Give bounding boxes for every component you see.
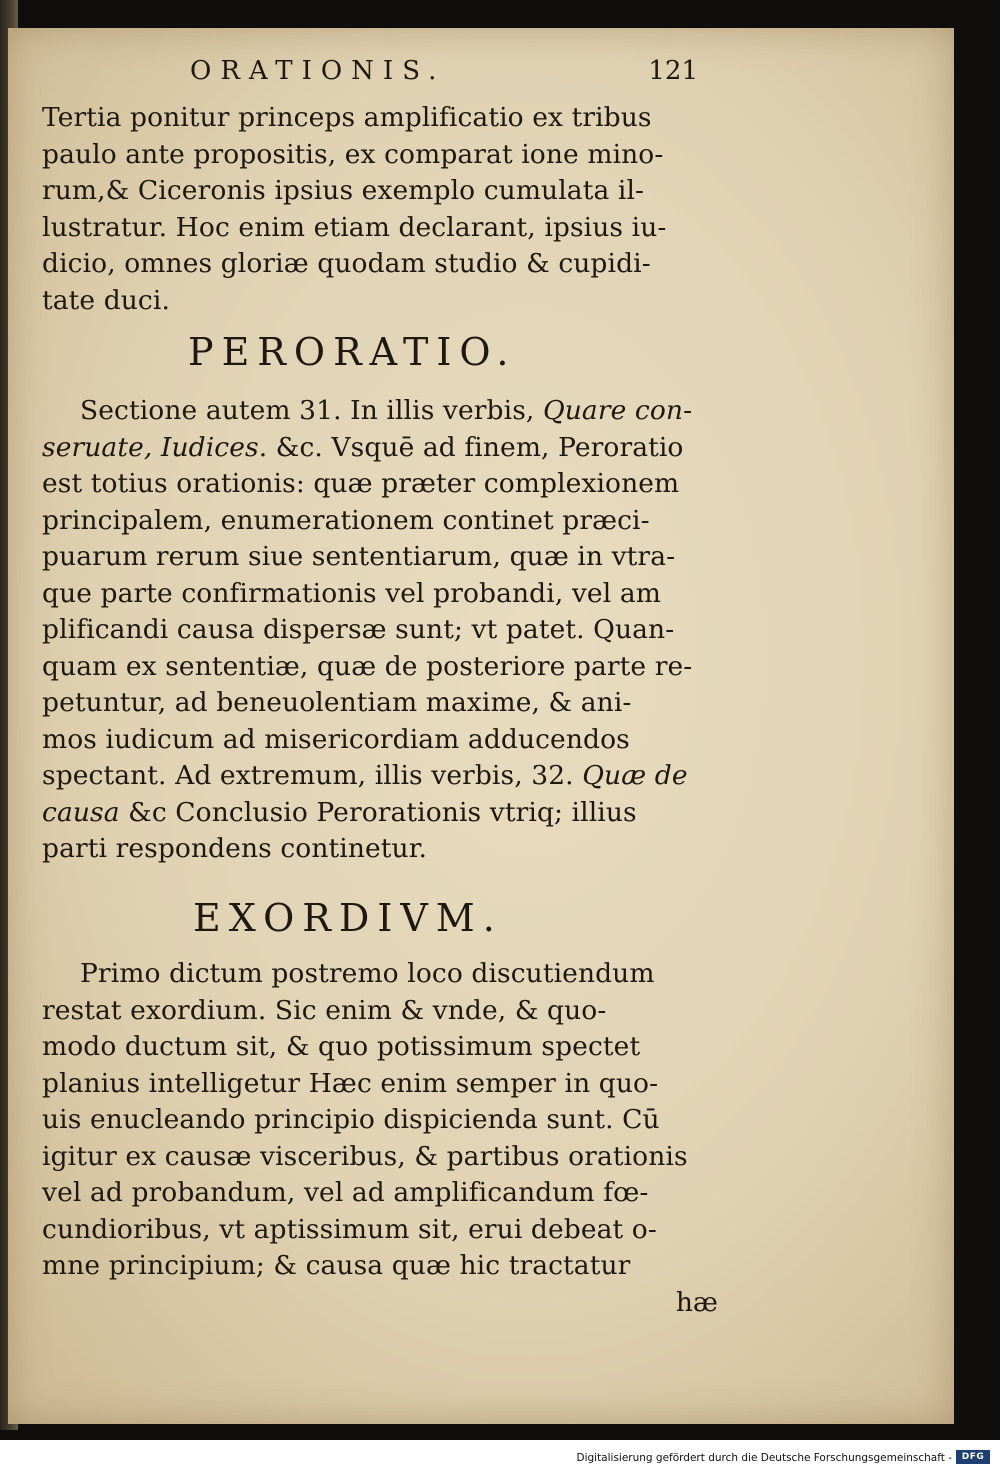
running-head: ORATIONIS. bbox=[190, 56, 446, 86]
text-line: seruate, Iudices. &c. Vsquē ad finem, Peroratio bbox=[42, 431, 684, 463]
text-line: est totius orationis: quæ præter complexionem bbox=[42, 468, 680, 499]
footer-bar bbox=[0, 1440, 1000, 1475]
text-line: igitur ex causæ visceribus, & partibus orationis bbox=[42, 1140, 688, 1172]
text-line: modo ductum sit, & quo potissimum spectet bbox=[42, 1031, 641, 1062]
text-line: principalem, enumerationem continet præci- bbox=[42, 504, 650, 536]
text-line: planius intelligetur Hæc enim semper in quo- bbox=[42, 1067, 659, 1099]
heading-peroratio: PERORATIO. bbox=[188, 330, 517, 374]
text-line: mos iudicum ad misericordiam adducendos bbox=[42, 723, 630, 755]
text-line: parti respondens continetur. bbox=[42, 833, 428, 864]
page-number: 121 bbox=[648, 56, 698, 86]
text-line: causa &c Conclusio Perorationis vtriq; illius bbox=[42, 796, 637, 828]
text-line: mne principium; & causa quæ hic tractatur bbox=[42, 1250, 631, 1281]
text-line: paulo ante propositis, ex comparat ione mino- bbox=[42, 138, 664, 170]
text-line: Primo dictum postremo loco discutiendum bbox=[80, 958, 655, 989]
dfg-logo: DFG bbox=[956, 1450, 990, 1464]
text-line: petuntur, ad beneuolentiam maxime, & ani- bbox=[42, 687, 632, 718]
text-line: Tertia ponitur princeps amplificatio ex tribus bbox=[42, 102, 652, 133]
text-line: rum,& Ciceronis ipsius exemplo cumulata il- bbox=[42, 175, 645, 206]
heading-exordium: EXORDIVM. bbox=[193, 896, 503, 940]
page-header bbox=[178, 56, 698, 96]
text-line: quam ex sententiæ, quæ de posteriore parte re- bbox=[42, 650, 693, 682]
book-page bbox=[8, 28, 954, 1424]
paragraph-amplificatio bbox=[42, 100, 722, 319]
text-line: spectant. Ad extremum, illis verbis, 32. Quæ de bbox=[42, 760, 688, 791]
footer-credit: Digitalisierung gefördert durch die Deutsche Forschungsgemeinschaft - bbox=[576, 1452, 952, 1464]
text-line: Sectione autem 31. In illis verbis, Quare con- bbox=[80, 395, 693, 426]
text-line: vel ad probandum, vel ad amplificandum fœ- bbox=[42, 1177, 649, 1208]
text-line: lustratur. Hoc enim etiam declarant, ipsius iu- bbox=[42, 211, 667, 243]
text-line: tate duci. bbox=[42, 284, 170, 316]
text-line: uis enucleando principio dispicienda sunt. Cū bbox=[42, 1104, 660, 1135]
text-line: puarum rerum siue sententiarum, quæ in vtra- bbox=[42, 541, 676, 572]
catchword: hæ bbox=[675, 1286, 718, 1318]
text-line: plificandi causa dispersæ sunt; vt patet. Quan- bbox=[42, 614, 675, 645]
paragraph-exordium bbox=[42, 956, 722, 1321]
paragraph-peroratio bbox=[42, 393, 722, 868]
text-line: cundioribus, vt aptissimum sit, erui debeat o- bbox=[42, 1213, 657, 1245]
text-line: restat exordium. Sic enim & vnde, & quo- bbox=[42, 994, 607, 1026]
text-line: que parte confirmationis vel probandi, vel am bbox=[42, 577, 661, 609]
text-line: dicio, omnes gloriæ quodam studio & cupidi- bbox=[42, 248, 651, 279]
